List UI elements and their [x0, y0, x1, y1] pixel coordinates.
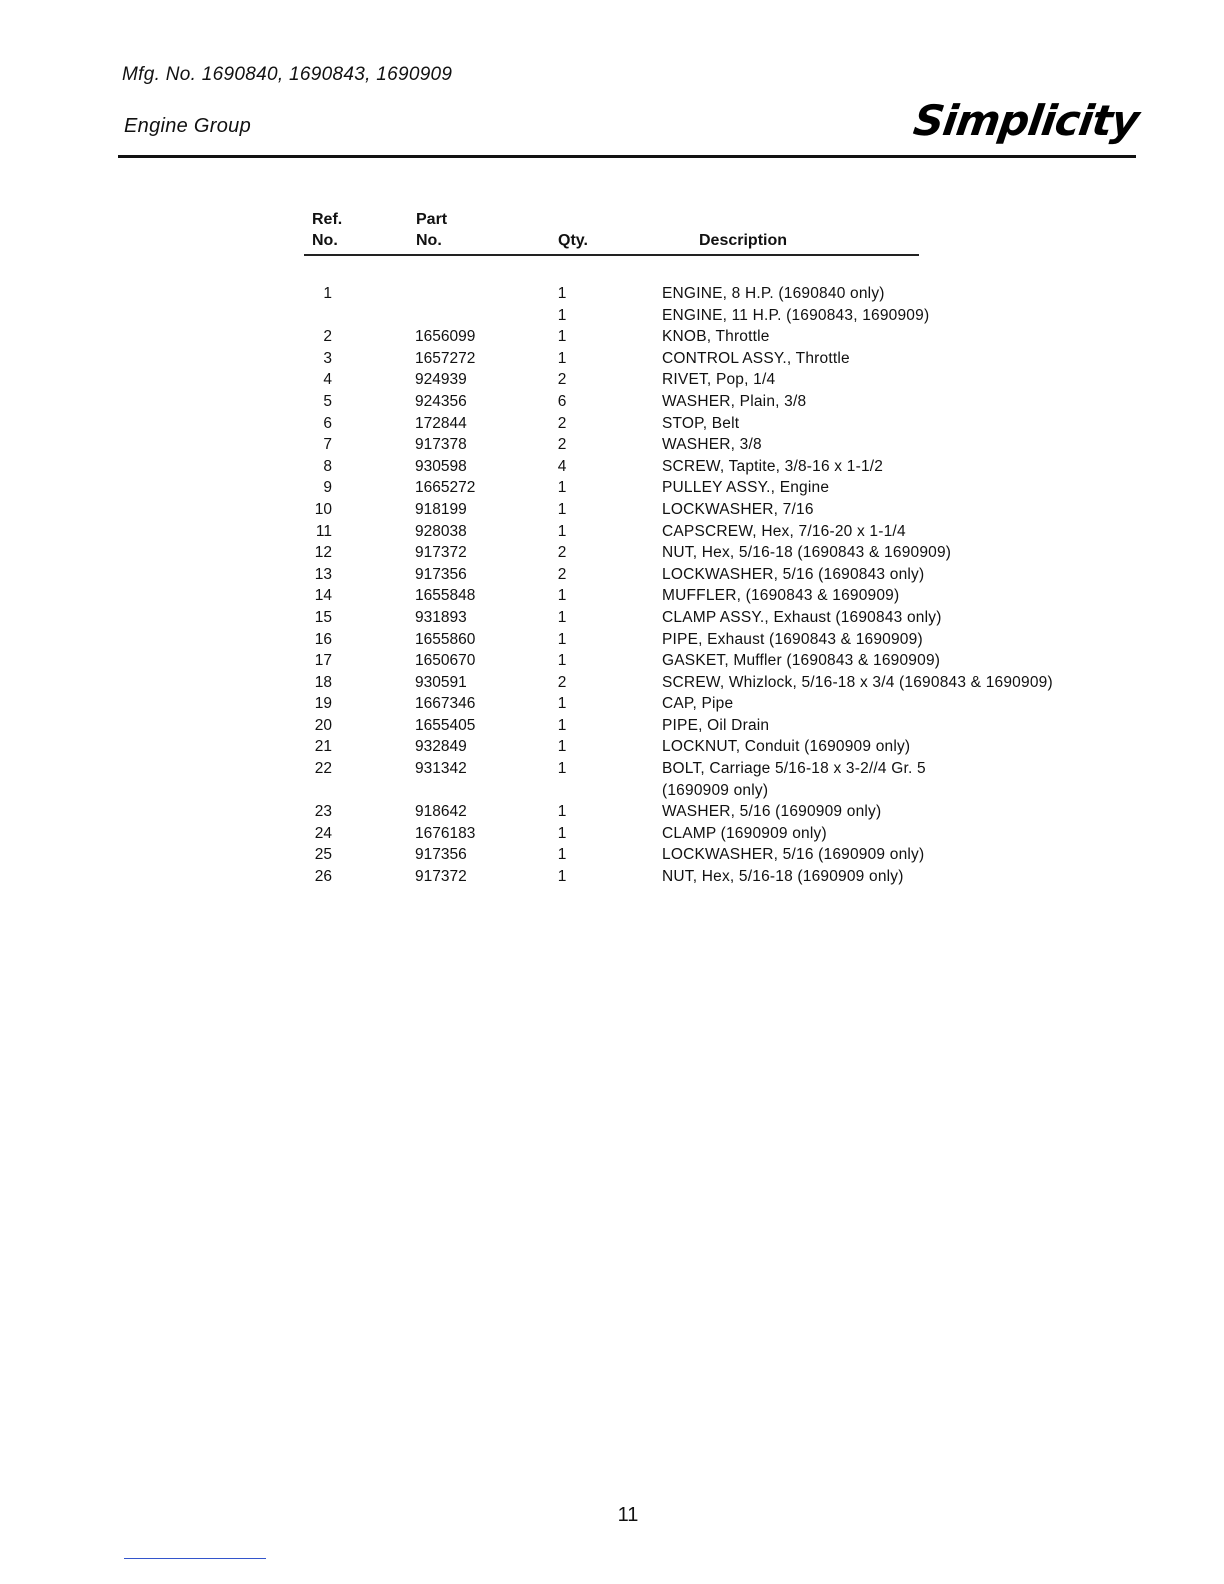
description-cell: STOP, Belt [662, 414, 740, 432]
qty-cell: 1 [557, 738, 567, 756]
part-no-cell: 172844 [415, 414, 467, 432]
description-cell: LOCKWASHER, 7/16 [662, 500, 814, 518]
ref-cell: 26 [314, 868, 332, 886]
description-cell: NUT, Hex, 5/16-18 (1690843 & 1690909) [662, 544, 952, 562]
ref-cell: 21 [314, 738, 332, 756]
description-cell: SCREW, Taptite, 3/8-16 x 1-1/2 [662, 457, 884, 475]
part-no-cell: 1667346 [415, 695, 476, 713]
description-cell: KNOB, Throttle [662, 328, 770, 346]
table-header-rule [304, 254, 919, 256]
ref-cell: 10 [314, 500, 332, 518]
part-no-cell: 1655405 [415, 716, 476, 734]
description-cell: ENGINE, 11 H.P. (1690843, 1690909) [662, 306, 930, 324]
qty-cell: 6 [557, 392, 567, 410]
ref-cell: 4 [323, 371, 332, 389]
ref-cell: 13 [314, 565, 332, 583]
ref-cell: 3 [323, 349, 332, 367]
part-no-cell: 918199 [415, 500, 467, 518]
table-row [0, 693, 1224, 715]
group-title: Engine Group [124, 115, 252, 137]
ref-cell: 18 [314, 673, 332, 691]
ref-cell: 5 [323, 392, 332, 410]
table-row [0, 391, 1224, 413]
description-cell: RIVET, Pop, 1/4 [662, 371, 776, 389]
ref-cell: 17 [314, 652, 332, 670]
description-cell: PIPE, Oil Drain [662, 716, 770, 734]
table-row [0, 715, 1224, 737]
description-cell: NUT, Hex, 5/16-18 (1690909 only) [662, 868, 904, 886]
qty-cell: 1 [557, 760, 567, 778]
description-cell: GASKET, Muffler (1690843 & 1690909) [662, 652, 941, 670]
part-no-cell: 931893 [415, 608, 467, 626]
part-no-cell: 917356 [415, 846, 467, 864]
part-no-cell: 1665272 [415, 479, 476, 497]
qty-cell: 1 [557, 846, 567, 864]
part-no-cell: 917356 [415, 565, 467, 583]
part-no-cell: 928038 [415, 522, 467, 540]
part-no-cell: 930598 [415, 457, 467, 475]
ref-cell: 7 [323, 436, 332, 454]
part-no-cell: 924356 [415, 392, 467, 410]
part-no-cell: 1676183 [415, 824, 476, 842]
qty-cell: 1 [557, 285, 567, 302]
ref-cell: 12 [314, 544, 332, 562]
qty-cell: 1 [557, 500, 567, 518]
table-row [0, 823, 1224, 845]
description-cell: LOCKWASHER, 5/16 (1690909 only) [662, 846, 925, 864]
qty-cell: 1 [557, 522, 567, 540]
description-cell: CAPSCREW, Hex, 7/16-20 x 1-1/4 [662, 522, 906, 540]
qty-header: Qty. [558, 232, 588, 249]
qty-cell: 1 [557, 608, 567, 626]
part-no-cell: 1655860 [415, 630, 476, 648]
qty-cell: 1 [557, 824, 567, 842]
ref-cell: 2 [323, 328, 332, 346]
ref-cell: 1 [323, 285, 332, 302]
ref-cell: 8 [323, 457, 332, 475]
qty-cell: 2 [557, 544, 567, 562]
table-body [0, 283, 1224, 888]
table-row [0, 542, 1224, 564]
table-row [0, 369, 1224, 391]
qty-cell: 1 [557, 630, 567, 648]
description-cell: PULLEY ASSY., Engine [662, 479, 830, 497]
qty-cell: 1 [557, 328, 567, 346]
ref-cell: 15 [314, 608, 332, 626]
mfg-numbers: Mfg. No. 1690840, 1690843, 1690909 [122, 64, 453, 85]
table-row [0, 456, 1224, 478]
qty-cell: 2 [557, 436, 567, 454]
description-cell: LOCKWASHER, 5/16 (1690843 only) [662, 565, 925, 583]
ref-cell: 22 [314, 760, 332, 778]
description-cell: SCREW, Whizlock, 5/16-18 x 3/4 (1690843 & 1690909) [662, 673, 1053, 691]
part-no-cell: 924939 [415, 371, 467, 389]
footer-line [124, 1558, 266, 1559]
table-row [0, 348, 1224, 370]
description-cell: BOLT, Carriage 5/16-18 x 3-2//4 Gr. 5 [662, 760, 926, 778]
part-header-line2: No. [416, 232, 442, 249]
part-no-cell: 1650670 [415, 652, 476, 670]
description-cell: CLAMP ASSY., Exhaust (1690843 only) [662, 608, 942, 626]
qty-cell: 1 [557, 306, 567, 324]
qty-cell: 2 [557, 565, 567, 583]
qty-cell: 1 [557, 716, 567, 734]
ref-cell: 16 [314, 630, 332, 648]
qty-cell: 2 [557, 371, 567, 389]
ref-cell: 25 [314, 846, 332, 864]
ref-cell: 23 [314, 803, 332, 821]
ref-header-line1: Ref. [312, 211, 343, 228]
table-row [0, 607, 1224, 629]
table-row [0, 650, 1224, 672]
table-row [0, 736, 1224, 758]
description-cell: CAP, Pipe [662, 695, 734, 713]
description-cell: PIPE, Exhaust (1690843 & 1690909) [662, 630, 923, 648]
table-row [0, 866, 1224, 888]
table-row [0, 564, 1224, 586]
header-rule [118, 155, 1136, 158]
part-no-cell: 917378 [415, 436, 467, 454]
qty-cell: 2 [557, 414, 567, 432]
table-row [0, 326, 1224, 348]
description-cell: ENGINE, 8 H.P. (1690840 only) [662, 285, 885, 302]
ref-cell: 19 [314, 695, 332, 713]
page-number: 11 [617, 1504, 639, 1526]
table-row [0, 283, 1224, 305]
qty-cell: 1 [557, 349, 567, 367]
table-row [0, 305, 1224, 327]
brand-logo: Simplicity [910, 96, 1142, 145]
ref-cell: 24 [314, 824, 332, 842]
ref-cell: 20 [314, 716, 332, 734]
table-row [0, 585, 1224, 607]
description-cell: WASHER, 3/8 [662, 436, 762, 454]
description-cell: WASHER, Plain, 3/8 [662, 392, 807, 410]
qty-cell: 1 [557, 695, 567, 713]
qty-cell: 1 [557, 479, 567, 497]
part-no-cell: 931342 [415, 760, 467, 778]
qty-cell: 1 [557, 868, 567, 886]
table-row [0, 629, 1224, 651]
part-header-line1: Part [416, 211, 448, 228]
table-row [0, 521, 1224, 543]
description-header: Description [699, 232, 788, 249]
qty-cell: 1 [557, 803, 567, 821]
table-row [0, 844, 1224, 866]
part-no-cell: 1656099 [415, 328, 476, 346]
qty-cell: 2 [557, 673, 567, 691]
part-no-cell: 918642 [415, 803, 467, 821]
table-row [0, 780, 1224, 802]
ref-cell: 14 [314, 587, 332, 605]
table-row [0, 801, 1224, 823]
part-no-cell: 917372 [415, 544, 467, 562]
description-cell: CLAMP (1690909 only) [662, 824, 827, 842]
description-cell: MUFFLER, (1690843 & 1690909) [662, 587, 900, 605]
qty-cell: 1 [557, 587, 567, 605]
table-row [0, 672, 1224, 694]
ref-header-line2: No. [312, 232, 338, 249]
table-row [0, 499, 1224, 521]
part-no-header [416, 209, 447, 251]
part-no-cell: 930591 [415, 673, 467, 691]
ref-cell: 6 [323, 414, 332, 432]
table-row [0, 477, 1224, 499]
part-no-cell: 917372 [415, 868, 467, 886]
ref-cell: 9 [323, 479, 332, 497]
ref-no-header [312, 209, 342, 251]
part-no-cell: 932849 [415, 738, 467, 756]
part-no-cell: 1657272 [415, 349, 476, 367]
description-cell: WASHER, 5/16 (1690909 only) [662, 803, 882, 821]
table-row [0, 413, 1224, 435]
table-row [0, 434, 1224, 456]
ref-cell: 11 [315, 522, 332, 540]
table-row [0, 758, 1224, 780]
qty-cell: 1 [557, 652, 567, 670]
description-cell: LOCKNUT, Conduit (1690909 only) [662, 738, 911, 756]
qty-cell: 4 [557, 457, 567, 475]
description-cell: CONTROL ASSY., Throttle [662, 349, 850, 367]
description-cell: (1690909 only) [662, 781, 769, 799]
part-no-cell: 1655848 [415, 587, 476, 605]
